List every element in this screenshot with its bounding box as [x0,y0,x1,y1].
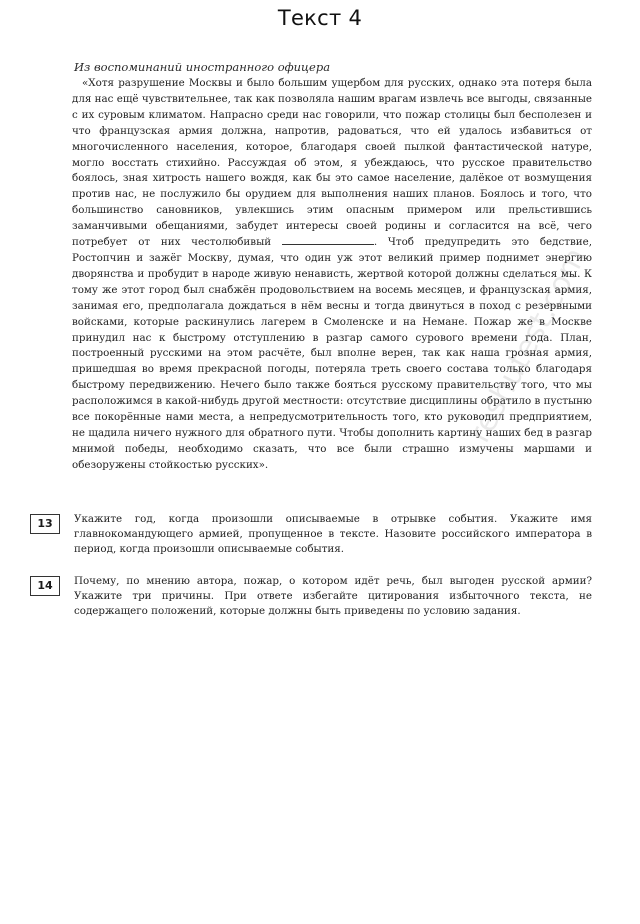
task-text: Почему, по мнению автора, пожар, о котором идёт речь, был выгоден русской армии? Укажите три причины. При ответе избегайте цитирования избыточного текста, не содержащего положений, которые должны быть приведены по условию задания. [74,575,592,618]
scanned-document [72,60,592,474]
missing-name-blank [282,235,374,245]
source-text-part-2: . Чтоб предупредить это бедствие, Ростопчин и зажёг Москву, думая, что один уж этот великий пример поднимет энергию дворянства и пробудит в народе живую ненависть, жертвой которой должны сделаться мы. К тому же этот город был снабжён продовольствием на восемь месяцев, и французская армия, занимая его, предполагала дождаться в нём весны и тогда двинуться в поход с резервными войсками, которые раскинулись лагерем в Смоленске и на Немане. Пожар же в Москве принудил нас к быстрому отступлению в разгар самого сурового времени года. План, построенный русскими на этом расчёте, был вполне верен, так как наша грозная армия, пришедшая во время прекрасной погоды, потеряла треть своего состава только благодаря быстрому передвижению. Нечего было также бояться русскому правительству того, что мы расположимся в какой-нибудь другой местности: отсутствие дисциплины обратило в пустыню все покорённые нами места, а непредусмотрительность того, кто руководил предприятием, не щадила ничего нужного для обратного пути. Чтобы дополнить картину наших бед в разгар мнимой победы, необходимо сказать, что все были страшно измучены маршами и обезоружены стойкостью русских». [72,236,592,471]
source-text-part-1: «Хотя разрушение Москвы и было большим ущербом для русских, однако эта потеря была для нас ещё чувствительнее, так как позволяла нашим врагам извлечь все выгоды, связанные с их суровым климатом. Напрасно среди нас говорили, что пожар столицы был бесполезен и что французская армия должна, напротив, радоваться, что ей удалось избавиться от многочисленного населения, которое, благодаря своей пылкой фантастической натуре, могло восстать стихийно. Рассуждая об этом, я убеждаюсь, что русское правительство боялось, зная хитрость нашего вождя, как бы это самое население, далёкое от возмущения против нас, не послужило бы орудием для выполнения наших планов. Боялось и того, что большинство сановников, увлекшись этим опасным примером или прельстившись заманчивыми обещаниями, забудет интересы своей родины и согласится на всё, чего потребует от них честолюбивый [72,77,592,249]
source-title: Из воспоминаний иностранного офицера [74,60,331,74]
task-number-box: 13 [30,514,60,534]
source-text [72,76,592,474]
task-13 [30,512,592,558]
task-text: Укажите год, когда произошли описываемые в отрывке события. Укажите имя главнокомандующего армией, пропущенное в тексте. Назовите российского императора в период, когда произошли описываемые события. [74,513,592,556]
watermark: reshutest.com [462,242,594,449]
task-14 [30,574,592,620]
task-number-box: 14 [30,576,60,596]
page-title: Текст 4 [277,6,363,30]
